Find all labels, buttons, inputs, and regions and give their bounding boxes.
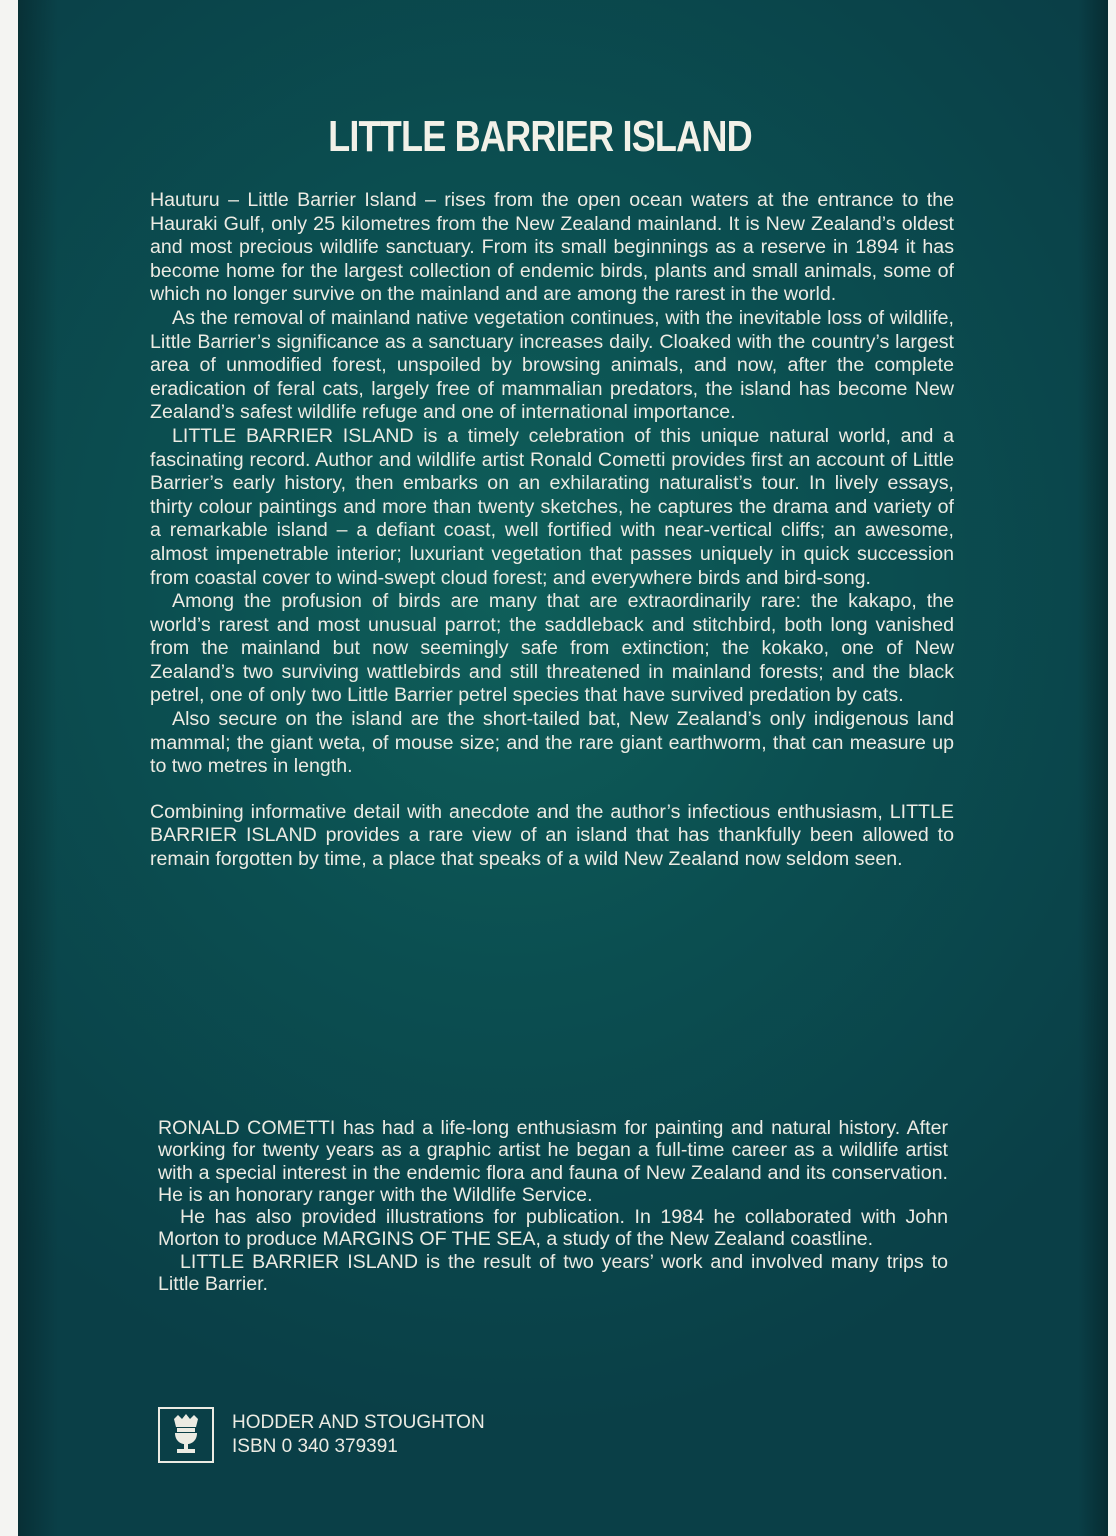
author-bio bbox=[158, 1117, 948, 1295]
description-paragraph: LITTLE BARRIER ISLAND is a timely celebration of this unique natural world, and a fascinating record. Author and wildlife artist Ronald Cometti provides first an account of Little Barrier’s early history, then embarks on an exhilarating naturalist’s tour. In lively essays, thirty colour paintings and more than twenty sketches, he captures the drama and variety of a remarkable island – a defiant coast, well fortified with near-vertical cliffs; an awesome, almost impenetrable interior; luxuriant vegetation that passes uniquely in quick succession from coastal cover to wind-swept cloud forest; and everywhere birds and bird-song. bbox=[150, 424, 954, 589]
book-title: LITTLE BARRIER ISLAND bbox=[328, 112, 752, 161]
publisher-name: HODDER AND STOUGHTON bbox=[232, 1412, 485, 1433]
publisher-block bbox=[158, 1405, 485, 1465]
description-paragraph: As the removal of mainland native vegetation continues, with the inevitable loss of wildlife, Little Barrier’s significance as a sanctuary increases daily. Cloaked with the country’s largest area of unmodified forest, unspoiled by browsing animals, and now, after the complete eradication of feral cats, largely free of mammalian predators, the island has become New Zealand’s safest wildlife refuge and one of international importance. bbox=[150, 306, 954, 424]
description-blurb bbox=[150, 189, 954, 872]
isbn: ISBN 0 340 379391 bbox=[232, 1436, 398, 1457]
crown-chalice-icon bbox=[158, 1407, 214, 1463]
bio-paragraph: He has also provided illustrations for publication. In 1984 he collaborated with John Morton to produce MARGINS OF THE SEA, a study of the New Zealand coastline. bbox=[158, 1206, 948, 1251]
description-paragraph: Hauturu – Little Barrier Island – rises from the open ocean waters at the entrance to the Hauraki Gulf, only 25 kilometres from the New Zealand mainland. It is New Zealand’s oldest and most precious wildlife sanctuary. From its small beginnings as a reserve in 1894 it has become home for the largest collection of endemic birds, plants and small animals, some of which no longer survive on the mainland and are among the rarest in the world. bbox=[150, 189, 954, 306]
bio-paragraph: RONALD COMETTI has had a life-long enthusiasm for painting and natural history. After working for twenty years as a graphic artist he began a full-time career as a wildlife artist with a special interest in the endemic flora and fauna of New Zealand and its conservation. He is an honorary ranger with the Wildlife Service. bbox=[158, 1117, 948, 1206]
description-paragraph: Among the profusion of birds are many that are extraordinarily rare: the kakapo, the world’s rarest and most unusual parrot; the saddleback and stitchbird, both long vanished from the mainland but now seemingly safe from extinction; the kokako, one of New Zealand’s two surviving wattlebirds and still threatened in mainland forests; and the black petrel, one of only two Little Barrier petrel species that have survived predation by cats. bbox=[150, 590, 954, 707]
description-paragraph: Combining informative detail with anecdote and the author’s infectious enthusiasm, LITTLE BARRIER ISLAND provides a rare view of an island that has thankfully been allowed to remain forgotten by time, a place that speaks of a wild New Zealand now seldom seen. bbox=[150, 800, 954, 871]
bio-paragraph: LITTLE BARRIER ISLAND is the result of two years’ work and involved many trips to Little Barrier. bbox=[158, 1250, 948, 1296]
description-paragraph: Also secure on the island are the short-tailed bat, New Zealand’s only indigenous land mammal; the giant weta, of mouse size; and the rare giant earthworm, that can measure up to two metres in length. bbox=[150, 708, 954, 778]
